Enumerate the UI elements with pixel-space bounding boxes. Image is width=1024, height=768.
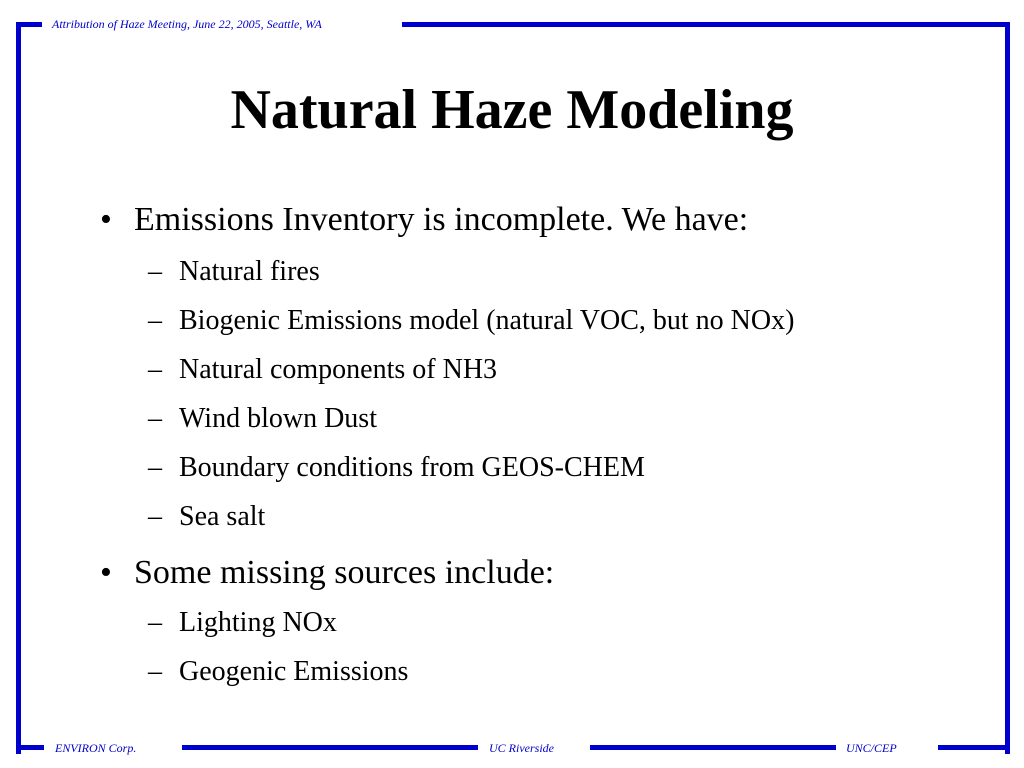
sub-item-text: Geogenic Emissions	[179, 656, 409, 687]
bullet-1-text: Emissions Inventory is incomplete. We have:	[134, 201, 749, 238]
sub-item-text: Wind blown Dust	[179, 403, 377, 434]
sub-item-text: Boundary conditions from GEOS-CHEM	[179, 452, 645, 483]
bullet-2-text: Some missing sources include:	[134, 554, 555, 591]
bullet-1	[100, 200, 748, 240]
footer-right-label: UNC/CEP	[846, 741, 897, 755]
sub-item	[148, 354, 497, 386]
sub-item	[148, 256, 320, 288]
sub-item	[148, 452, 645, 484]
sub-mark: –	[148, 403, 162, 434]
sub-item-text: Natural fires	[179, 256, 320, 287]
sub-mark: –	[148, 305, 162, 336]
sub-item-text: Lighting NOx	[179, 607, 337, 638]
sub-item	[148, 403, 377, 435]
sub-item-text: Biogenic Emissions model (natural VOC, but no NOx)	[179, 305, 795, 336]
footer-left-label: ENVIRON Corp.	[55, 741, 137, 755]
sub-mark: –	[148, 452, 162, 483]
sub-item-text: Natural components of NH3	[179, 354, 498, 385]
bullet-mark: •	[100, 554, 112, 591]
sub-item	[148, 305, 794, 337]
sub-mark: –	[148, 656, 162, 687]
sub-item	[148, 607, 337, 639]
footer-center-label: UC Riverside	[489, 741, 554, 755]
sub-item-text: Sea salt	[179, 501, 266, 532]
bullet-mark: •	[100, 201, 112, 238]
sub-mark: –	[148, 256, 162, 287]
slide-title: Natural Haze Modeling	[230, 79, 794, 141]
header-label: Attribution of Haze Meeting, June 22, 2005, Seattle, WA	[52, 17, 322, 31]
bullet-2	[100, 553, 554, 593]
sub-item	[148, 656, 408, 688]
sub-mark: –	[148, 354, 162, 385]
sub-item	[148, 501, 265, 533]
sub-mark: –	[148, 501, 162, 532]
sub-mark: –	[148, 607, 162, 638]
